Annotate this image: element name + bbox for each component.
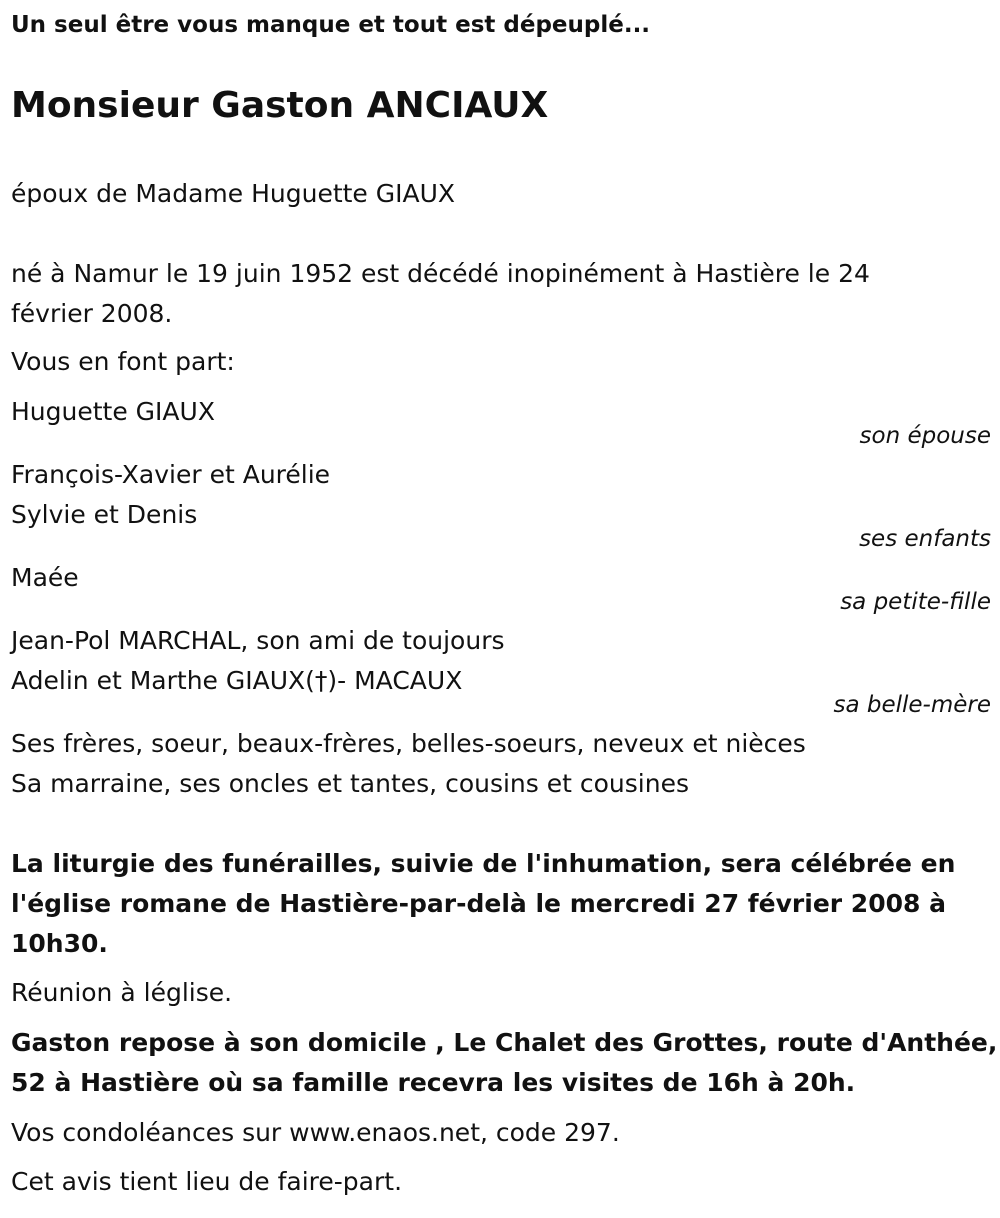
visitation-paragraph [11,1023,997,1103]
family-extended [11,724,806,804]
epigraph: Un seul être vous manque et tout est dépeuplé... [11,12,651,38]
child-entry: Sylvie et Denis [11,500,198,529]
child-entry: François-Xavier et Aurélie [11,460,331,489]
visitation-line-1: Gaston repose à son domicile , Le Chalet des Grottes, route d'Anthée, [11,1028,998,1057]
family-children-role: ses enfants [859,526,991,552]
family-in-laws: Adelin et Marthe GIAUX(†)- MACAUX [11,666,463,695]
funeral-paragraph [11,844,955,964]
extended-entry: Ses frères, soeur, beaux-frères, belles-soeurs, neveux et nièces [11,729,806,758]
visitation-line-2: 52 à Hastière où sa famille recevra les visites de 16h à 20h. [11,1068,856,1097]
family-grandchild-role: sa petite-fille [840,589,991,615]
family-friend-and-in-laws [11,621,505,701]
family-spouse-name: Huguette GIAUX [11,397,215,426]
family-spouse-role: son épouse [859,423,991,449]
gathering: Réunion à léglise. [11,978,233,1007]
birth-death-line-2: février 2008. [11,299,173,328]
family-children [11,455,330,535]
family-grandchild: Maée [11,563,79,592]
spouse-line: époux de Madame Huguette GIAUX [11,179,456,208]
funeral-line-3: 10h30. [11,929,108,958]
extended-entry: Sa marraine, ses oncles et tantes, cousins et cousines [11,769,689,798]
announce-intro: Vous en font part: [11,347,235,376]
funeral-line-1: La liturgie des funérailles, suivie de l'inhumation, sera célébrée en [11,849,956,878]
notice: Cet avis tient lieu de faire-part. [11,1167,403,1196]
deceased-name: Monsieur Gaston ANCIAUX [11,85,549,126]
funeral-line-2: l'église romane de Hastière-par-delà le mercredi 27 février 2008 à [11,889,946,918]
condolences: Vos condoléances sur www.enaos.net, code 297. [11,1118,620,1147]
birth-death-line-1: né à Namur le 19 juin 1952 est décédé inopinément à Hastière le 24 [11,259,870,288]
family-friend: Jean-Pol MARCHAL, son ami de toujours [11,626,505,655]
birth-death-paragraph [11,254,870,334]
family-in-laws-role: sa belle-mère [833,692,991,718]
